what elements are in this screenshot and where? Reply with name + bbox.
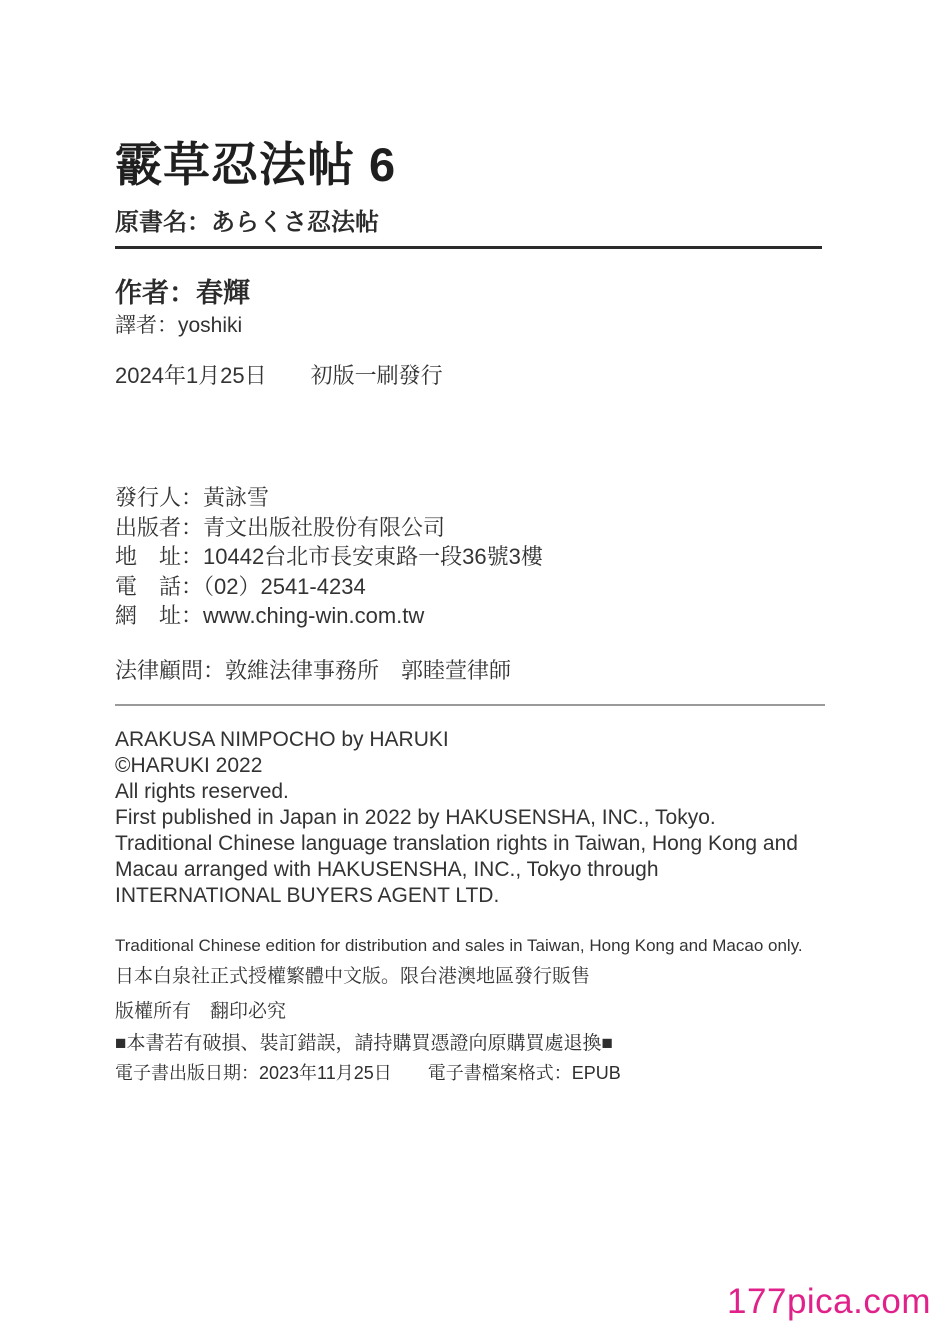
distribution-notice-zh: 日本白泉社正式授權繁體中文版。限台港澳地區發行販售 bbox=[115, 966, 591, 987]
book-title: 霰草忍法帖 6 bbox=[115, 138, 397, 191]
ebook-publication-line: 電子書出版日期：2023年11月25日 電子書檔案格式：EPUB bbox=[115, 1063, 621, 1083]
edition-date-line: 2024年1月25日 初版一刷發行 bbox=[115, 363, 443, 388]
publisher-info-block bbox=[115, 483, 543, 631]
publisher-line-website: 網 址：www.ching-win.com.tw bbox=[115, 603, 425, 628]
rights-line-first-published: First published in Japan in 2022 by HAKUSENSHA, INC., Tokyo. bbox=[115, 806, 716, 829]
divider-thin bbox=[115, 704, 825, 706]
publisher-line-company: 出版者：青文出版社股份有限公司 bbox=[115, 514, 446, 540]
divider-thick bbox=[115, 246, 822, 249]
distribution-notice-en: Traditional Chinese edition for distribution and sales in Taiwan, Hong Kong and Macao only. bbox=[115, 936, 803, 955]
rights-line-title: ARAKUSA NIMPOCHO by HARUKI bbox=[115, 728, 449, 751]
publisher-line-phone: 電 話：（02）2541-4234 bbox=[115, 573, 366, 599]
rights-line-copyright: ©HARUKI 2022 bbox=[115, 754, 263, 777]
original-title: 原書名：あらくさ忍法帖 bbox=[115, 209, 379, 236]
author-line: 作者：春輝 bbox=[115, 278, 250, 308]
publisher-line-address: 地 址：10442台北市長安東路一段36號3樓 bbox=[115, 544, 543, 569]
site-watermark: 177pica.com bbox=[727, 1282, 931, 1321]
legal-advisor-line: 法律顧問：敦維法律事務所 郭睦萱律師 bbox=[115, 658, 512, 683]
rights-line-translation: Traditional Chinese language translation rights in Taiwan, Hong Kong and Macau arranged with HAKUSENSHA, INC., Tokyo through INTERNATIONAL BUYERS AGENT LTD. bbox=[115, 832, 798, 907]
return-policy-notice: ■本書若有破損、裝訂錯誤，請持購買憑證向原購買處退換■ bbox=[115, 1033, 613, 1054]
english-rights-block bbox=[115, 727, 827, 909]
rights-line-reserved: All rights reserved. bbox=[115, 780, 289, 803]
copyright-reserved-line: 版權所有 翻印必究 bbox=[115, 1001, 287, 1022]
translator-line: 譯者：yoshiki bbox=[115, 314, 243, 337]
publisher-line-issuer: 發行人：黃詠雪 bbox=[115, 485, 270, 510]
